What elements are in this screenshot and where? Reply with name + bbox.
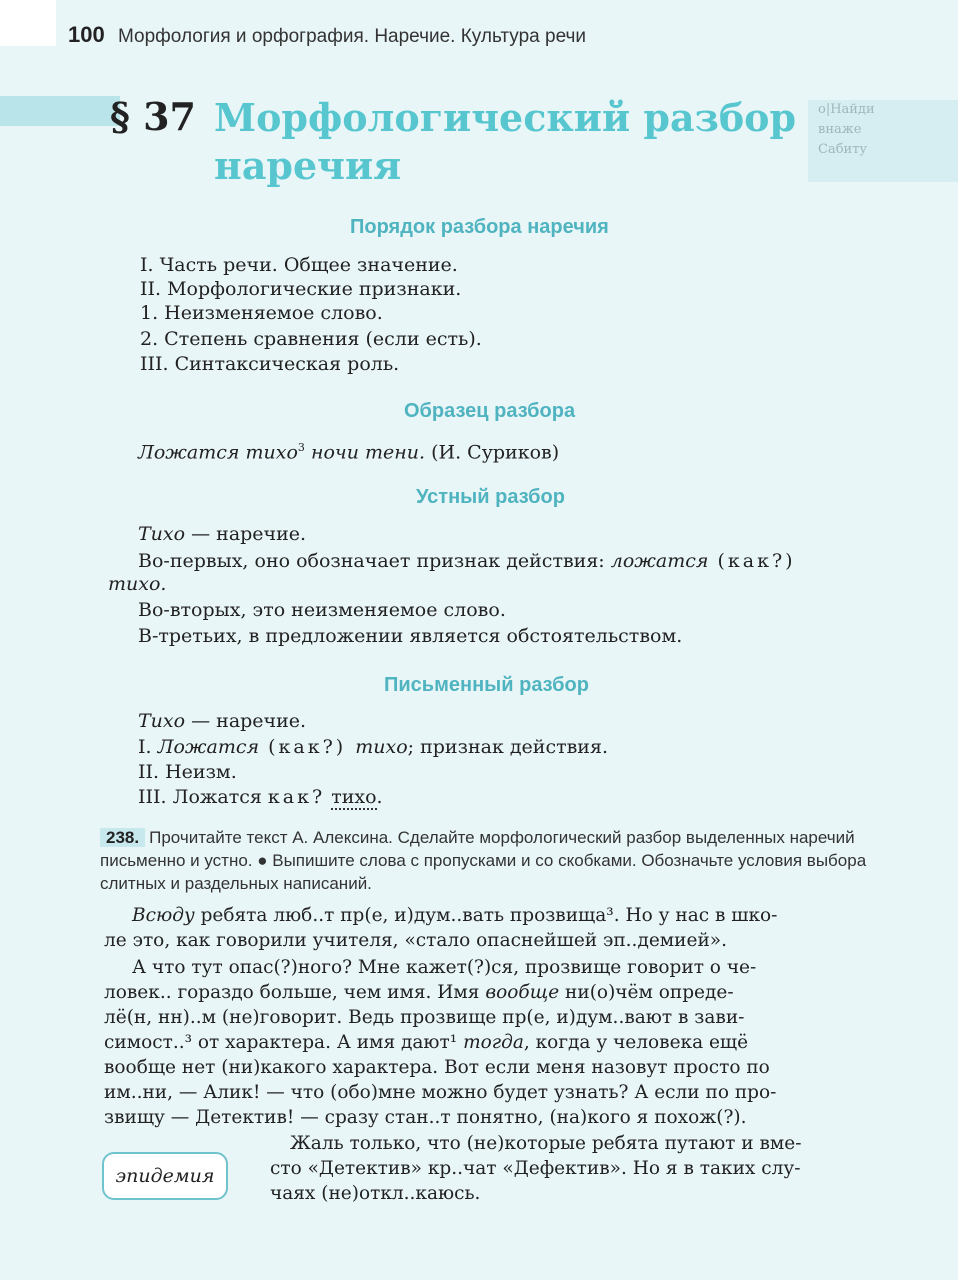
oral-word: ложатся [610,550,709,572]
side-box-line: внаже [818,122,862,137]
text-content: симост..³ от характера. А имя дают¹ [104,1032,464,1053]
written-word: Тихо [138,710,186,732]
written-word-underlined: тихо [331,786,377,808]
sample-sentence [138,436,559,464]
oral-line [108,572,166,596]
sample-author: (И. Суриков) [425,441,560,464]
section-title [214,94,804,190]
written-text: ; признак действия. [407,736,609,758]
section-title-line2: наречия [214,143,402,188]
vocabulary-word-box: эпидемия [102,1152,228,1200]
written-word: тихо [355,736,408,758]
running-header [68,22,586,48]
text-line: лё(н, нн)..м (не)говорит. Ведь прозвище пр(е, и)дум..вают в зави- [104,1007,745,1028]
order-heading: Порядок разбора наречия [350,216,609,238]
written-text: III. Ложатся [138,786,268,808]
text-content: , когда у человека ещё [523,1032,749,1053]
side-reference-box [808,100,958,182]
sample-heading: Образец разбора [404,400,576,422]
text-content: ни(о)чём опреде- [559,982,734,1003]
running-title: Морфология и орфография. Наречие. Культура речи [118,26,587,47]
oral-line [138,549,796,573]
text-line: Жаль только, что (не)которые ребята путают и вме- [290,1133,802,1154]
section-title-line1: Морфологический разбор [214,95,797,140]
exercise-task [100,826,910,895]
page-number: 100 [68,22,105,47]
oral-heading: Устный разбор [416,486,565,508]
text-word: тогда [463,1032,524,1053]
sample-text-a: Ложатся тихо [138,441,298,464]
written-line [138,785,383,809]
text-line: вообще нет (ни)какого характера. Вот если меня назовут просто по [104,1057,770,1078]
order-item: I. Часть речи. Общее значение. [140,254,458,276]
order-item: III. Синтаксическая роль. [140,353,400,375]
written-text: — наречие. [185,710,307,732]
oral-word: Тихо [138,523,186,545]
oral-word: тихо. [108,573,167,595]
written-num: I. [138,736,158,758]
text-word: вообще [485,982,560,1003]
text-line [132,904,777,928]
written-line [138,709,306,733]
header-tab [0,0,56,46]
section-number: § 37 [110,94,196,139]
written-word: Ложатся [157,736,260,758]
side-box-line: Сабиту [818,142,868,157]
text-content: ловек.. гораздо больше, чем имя. Имя [104,982,486,1003]
oral-line: Во-вторых, это неизменяемое слово. [138,599,506,621]
exercise-number: 238. [100,828,145,847]
written-line: II. Неизм. [138,761,237,783]
written-question: как? [267,786,326,808]
text-line: чаях (не)откл..каюсь. [270,1183,481,1204]
title-band [0,96,120,126]
text-line: звищу — Детектив! — сразу стан..т понятно, (на)кого я похож(?). [104,1107,747,1128]
text-line: ле это, как говорили учителя, «стало опаснейшей эп..демией». [104,930,727,951]
text-line: им..ни, — Алик! — что (обо)мне можно будет узнать? А если по про- [104,1082,777,1103]
written-line [138,735,608,759]
order-item: 2. Степень сравнения (если есть). [140,328,482,350]
text-line: сто «Детектив» кр..чат «Дефектив». Но я в таких слу- [270,1158,801,1179]
written-question: (как?) [259,736,356,758]
order-item: 1. Неизменяемое слово. [140,302,383,324]
text-content: ребята люб..т пр(е, и)дум..вать прозвища³. Но у нас в шко- [194,905,778,926]
text-line: А что тут опас(?)ного? Мне кажет(?)ся, прозвище говорит о че- [132,957,757,978]
order-item: II. Морфологические признаки. [140,278,462,300]
written-text: . [376,786,383,808]
text-line [104,981,734,1005]
text-line [104,1031,748,1055]
written-heading: Письменный разбор [384,674,589,696]
exercise-text: Прочитайте текст А. Алексина. Сделайте морфологический разбор выделенных наречий письменно и устно. ● Выпишите слова с пропусками и со скобками. Обозначьте условия выбора слитных и раздельных написаний. [100,828,867,893]
oral-line [138,522,306,546]
sample-sup: 3 [297,441,305,454]
side-box-line: о|Найди [818,102,875,117]
oral-text: Во-первых, оно обозначает признак действия: [138,550,611,572]
oral-line: В-третьих, в предложении является обстоятельством. [138,625,683,647]
text-word: Всюду [132,905,195,926]
oral-text: — наречие. [185,523,307,545]
sample-text-b: ночи тени. [304,441,426,464]
oral-question: (как?) [708,550,796,572]
